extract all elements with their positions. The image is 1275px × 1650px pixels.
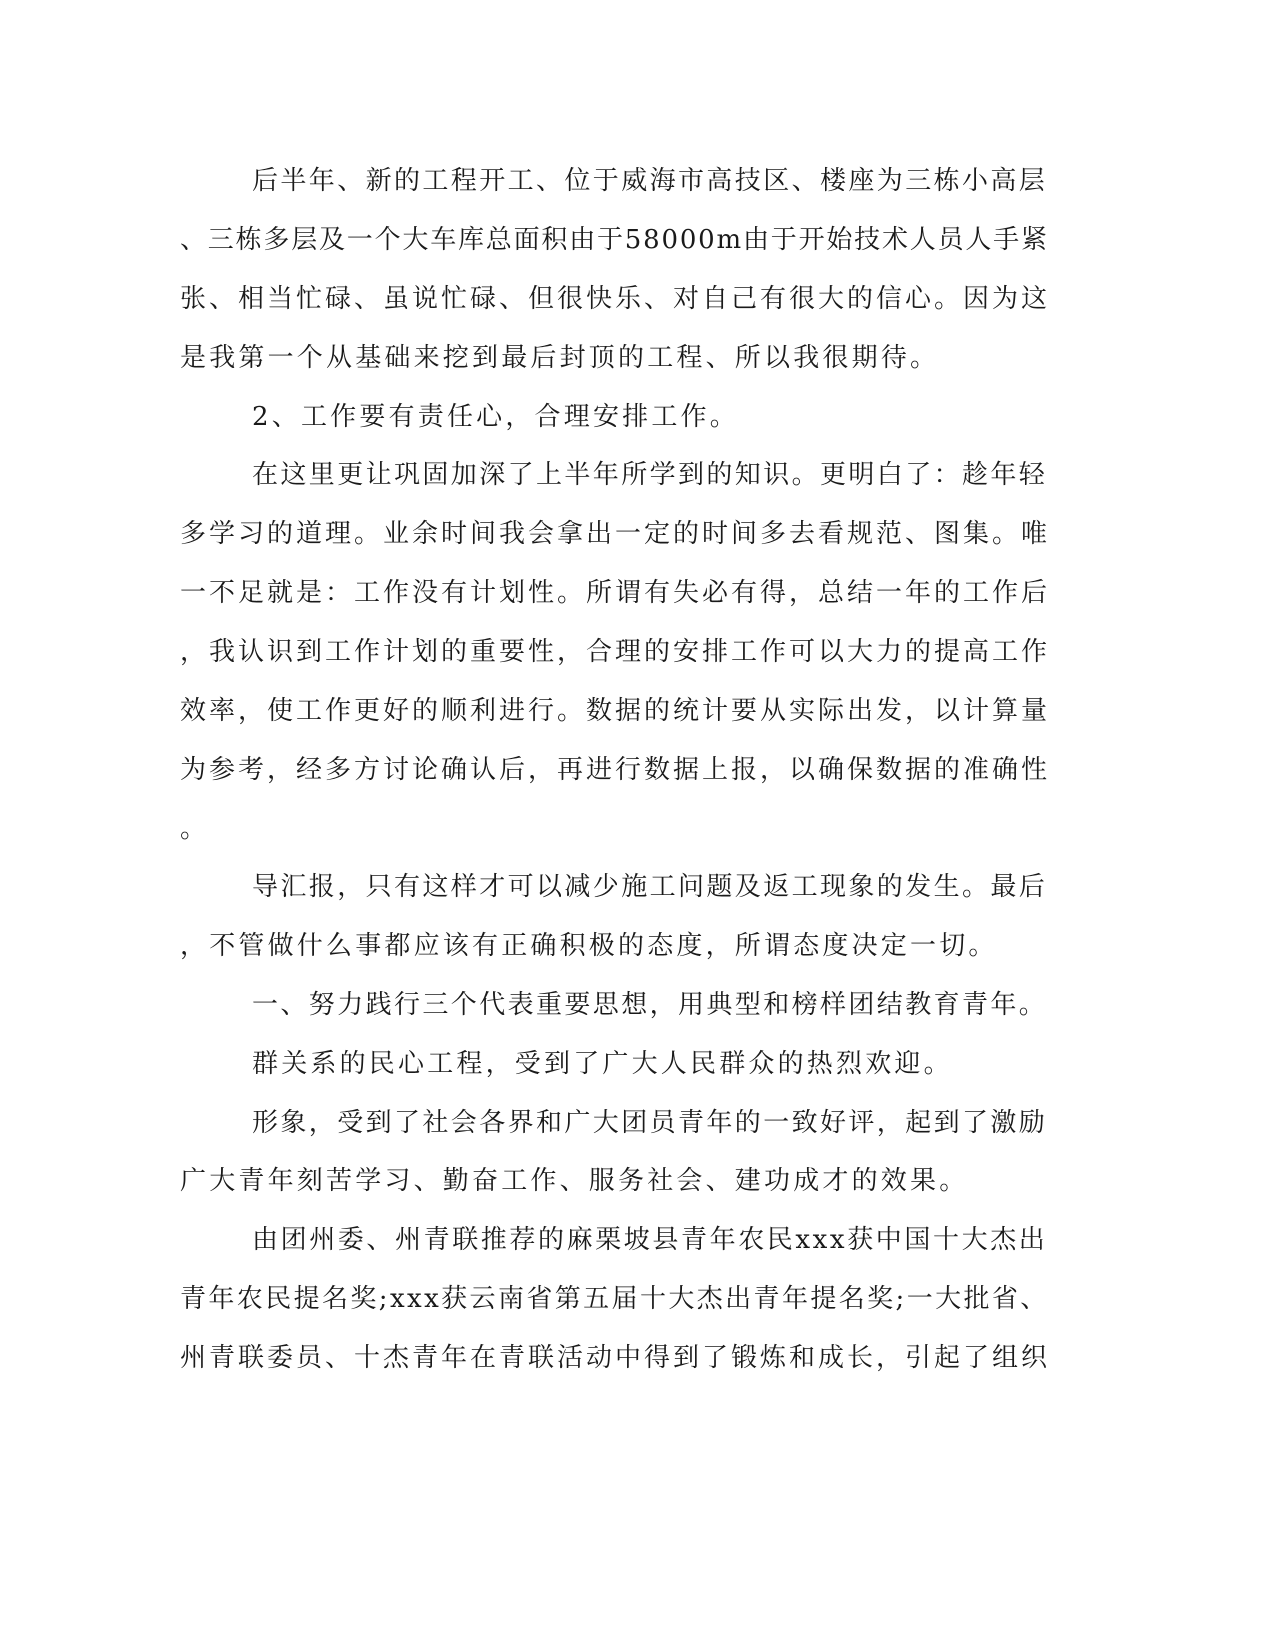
paragraph-line: 导汇报，只有这样才可以减少施工问题及返工现象的发生。最后	[252, 872, 1048, 902]
paragraph-line: 。	[180, 814, 210, 844]
paragraph-line: 是我第一个从基础来挖到最后封顶的工程、所以我很期待。	[180, 343, 940, 373]
paragraph-line: 形象，受到了社会各界和广大团员青年的一致好评，起到了激励	[252, 1108, 1048, 1138]
paragraph-line: 、三栋多层及一个大车库总面积由于58000m由于开始技术人员人手紧	[180, 225, 1049, 255]
paragraph-line: 为参考，经多方讨论确认后，再进行数据上报，以确保数据的准确性	[180, 755, 1051, 785]
paragraph-line: 在这里更让巩固加深了上半年所学到的知识。更明白了：趁年轻	[252, 460, 1048, 490]
paragraph-line: 青年农民提名奖;xxx获云南省第五届十大杰出青年提名奖;一大批省、	[180, 1284, 1049, 1314]
paragraph-line: ，不管做什么事都应该有正确积极的态度，所谓态度决定一切。	[180, 931, 998, 961]
paragraph-line: 后半年、新的工程开工、位于威海市高技区、楼座为三栋小高层	[252, 166, 1048, 196]
section-heading: 2、工作要有责任心，合理安排工作。	[252, 402, 739, 432]
section-heading: 一、努力践行三个代表重要思想，用典型和榜样团结教育青年。	[252, 990, 1048, 1020]
paragraph-line: 多学习的道理。业余时间我会拿出一定的时间多去看规范、图集。唯	[180, 519, 1051, 549]
paragraph-line: 群关系的民心工程，受到了广大人民群众的热烈欢迎。	[252, 1049, 953, 1079]
paragraph-line: 一不足就是：工作没有计划性。所谓有失必有得，总结一年的工作后	[180, 578, 1051, 608]
paragraph-line: 效率，使工作更好的顺利进行。数据的统计要从实际出发，以计算量	[180, 696, 1051, 726]
paragraph-line: 州青联委员、十杰青年在青联活动中得到了锻炼和成长，引起了组织	[180, 1343, 1051, 1373]
paragraph-line: 由团州委、州青联推荐的麻栗坡县青年农民xxx获中国十大杰出	[252, 1225, 1048, 1255]
paragraph-line: 广大青年刻苦学习、勤奋工作、服务社会、建功成才的效果。	[180, 1166, 969, 1196]
paragraph-line: ，我认识到工作计划的重要性，合理的安排工作可以大力的提高工作	[180, 637, 1051, 667]
paragraph-line: 张、相当忙碌、虽说忙碌、但很快乐、对自己有很大的信心。因为这	[180, 284, 1051, 314]
